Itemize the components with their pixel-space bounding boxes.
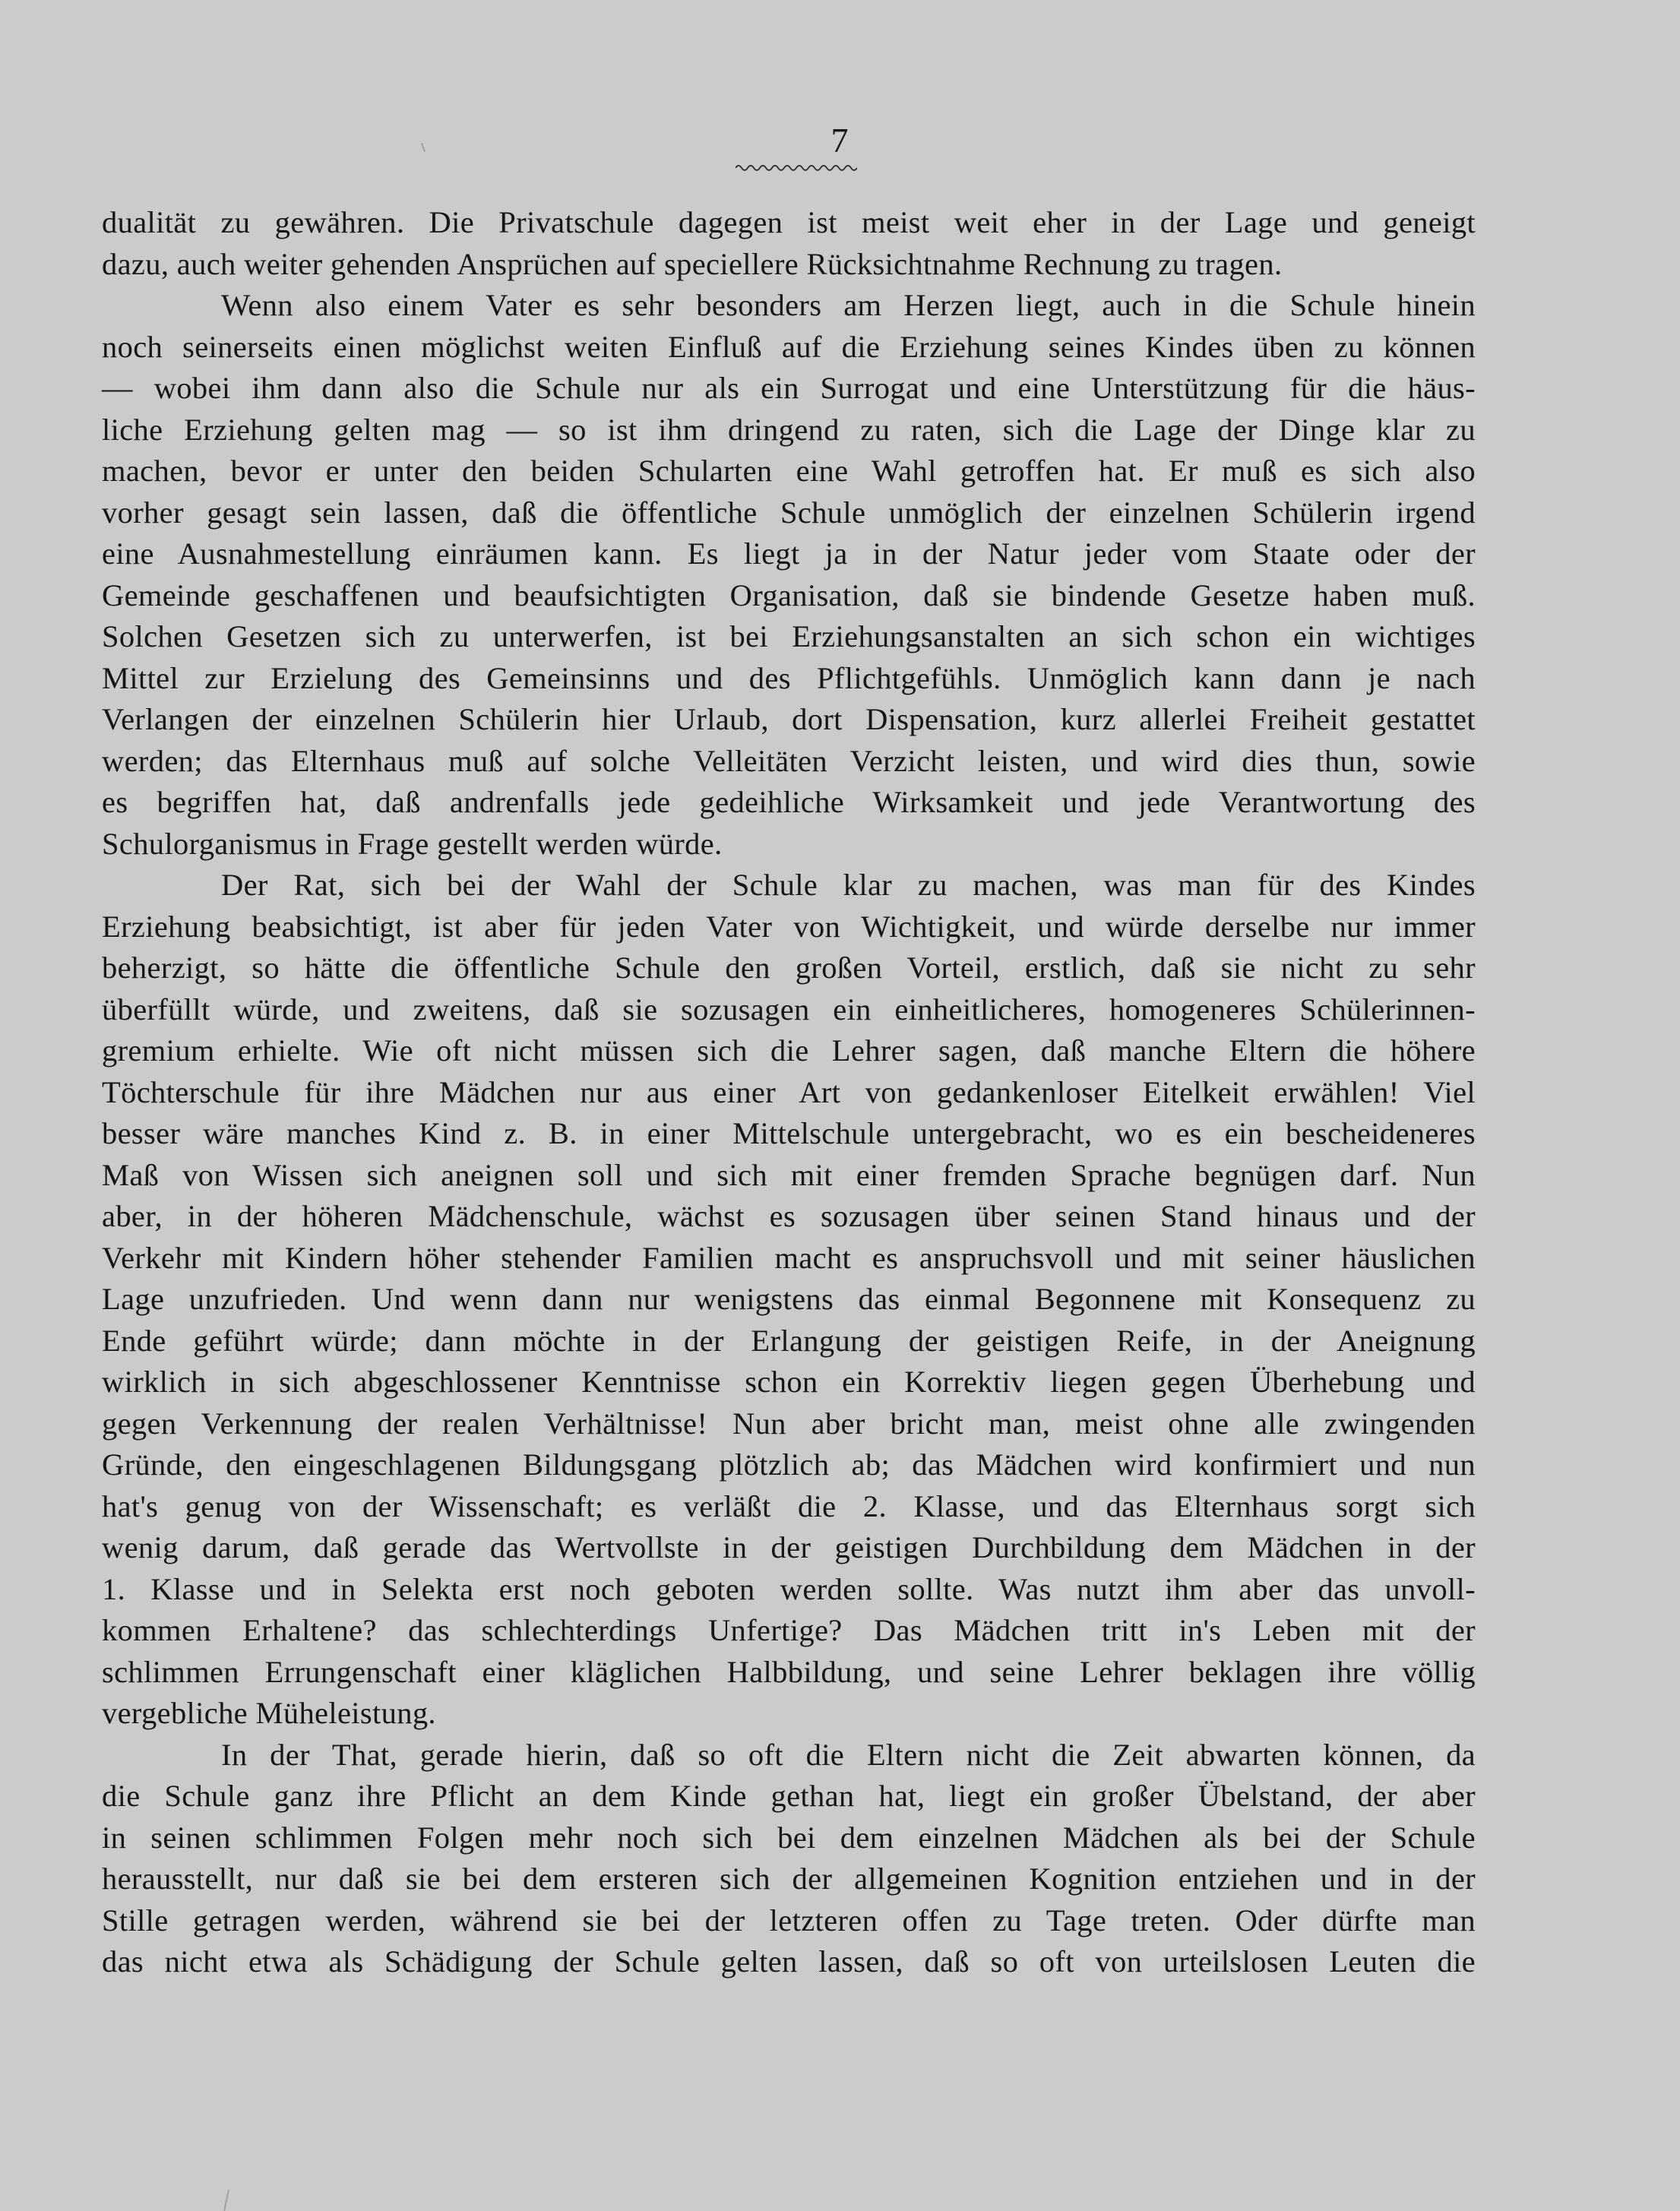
text-line: In der That, gerade hierin, daß so oft die Eltern nicht die Zeit abwarten können, da [221,1737,1476,1772]
text-line: Verlangen der einzelnen Schülerin hier Urlaub, dort Dispensation, kurz allerlei Freiheit gestattet [102,702,1476,736]
text-line: aber, in der höheren Mädchenschule, wächst es sozusagen über seinen Stand hinaus und der [102,1199,1476,1233]
text-line: wenig darum, daß gerade das Wertvollste in der geistigen Durchbildung dem Mädchen in der [102,1530,1476,1564]
text-line: schlimmen Errungenschaft einer kläglichen Halbbildung, und seine Lehrer beklagen ihre völlig [102,1654,1476,1689]
text-line: Gründe, den eingeschlagenen Bildungsgang plötzlich ab; das Mädchen wird konfirmiert und nun [102,1447,1476,1482]
text-line: Gemeinde geschaffenen und beaufsichtigten Organisation, daß sie bindende Gesetze haben muß. [102,577,1476,612]
text-line: besser wäre manches Kind z. B. in einer Mittelschule untergebracht, wo es ein bescheideneres [102,1116,1476,1150]
text-line: hat's genug von der Wissenschaft; es verläßt die 2. Klasse, und das Elternhaus sorgt sich [102,1488,1476,1523]
text-line: Der Rat, sich bei der Wahl der Schule klar zu machen, was man für des Kindes [221,868,1476,902]
scan-mark [223,2190,229,2211]
text-line: die Schule ganz ihre Pflicht an dem Kinde gethan hat, liegt ein großer Übelstand, der aber [102,1779,1476,1813]
text-line: Stille getragen werden, während sie bei der letzteren offen zu Tage treten. Oder dürfte man [102,1903,1476,1937]
text-line: — wobei ihm dann also die Schule nur als ein Surrogat und eine Unterstützung für die häus- [102,371,1476,405]
paragraph [102,1735,1476,1983]
text-line: Wenn also einem Vater es sehr besonders am Herzen liegt, auch in die Schule hinein [221,288,1476,322]
text-line: machen, bevor er unter den beiden Schularten eine Wahl getroffen hat. Er muß es sich also [102,454,1476,488]
text-line: dazu, auch weiter gehenden Ansprüchen auf speciellere Rücksichtnahme Rechnung zu tragen. [102,246,1283,281]
text-line: herausstellt, nur daß sie bei dem ersteren sich der allgemeinen Kognition entziehen und in der [102,1861,1476,1896]
text-line: wirklich in sich abgeschlossener Kenntnisse schon ein Korrektiv liegen gegen Überhebung und [102,1365,1476,1399]
text-line: vorher gesagt sein lassen, daß die öffentliche Schule unmöglich der einzelnen Schülerin irgend [102,495,1476,530]
text-line: 1. Klasse und in Selekta erst noch geboten werden sollte. Was nutzt ihm aber das unvoll- [102,1571,1476,1606]
text-line: werden; das Elternhaus muß auf solche Velleitäten Verzicht leisten, und wird dies thun, sowie [102,743,1476,778]
page-number-ornament [736,163,857,173]
paragraph [102,865,1476,1735]
text-line: gremium erhielte. Wie oft nicht müssen sich die Lehrer sagen, daß manche Eltern die höhere [102,1033,1476,1068]
page-number: 7 [831,121,849,160]
text-line: liche Erziehung gelten mag — so ist ihm dringend zu raten, sich die Lage der Dinge klar zu [102,412,1476,447]
paragraph [102,202,1476,285]
text-line: überfüllt würde, und zweitens, daß sie sozusagen ein einheitlicheres, homogeneres Schülerinnen- [102,992,1476,1026]
text-line: eine Ausnahmestellung einräumen kann. Es liegt ja in der Natur jeder vom Staate oder der [102,536,1476,571]
text-line: Ende geführt würde; dann möchte in der Erlangung der geistigen Reife, in der Aneignung [102,1323,1476,1358]
paragraph [102,285,1476,865]
text-line: Solchen Gesetzen sich zu unterwerfen, ist bei Erziehungsanstalten an sich schon ein wichtiges [102,619,1476,653]
text-line: das nicht etwa als Schädigung der Schule gelten lassen, daß so oft von urteilslosen Leuten die [102,1944,1476,1979]
text-line: gegen Verkennung der realen Verhältnisse! Nun aber bricht man, meist ohne alle zwingenden [102,1406,1476,1441]
text-line: noch seinerseits einen möglichst weiten Einfluß auf die Erziehung seines Kindes üben zu können [102,329,1476,364]
text-line: dualität zu gewähren. Die Privatschule dagegen ist meist weit eher in der Lage und geneigt [102,205,1476,239]
text-line: Erziehung beabsichtigt, ist aber für jeden Vater von Wichtigkeit, und würde derselbe nur immer [102,909,1476,944]
text-line: Verkehr mit Kindern höher stehender Familien macht es anspruchsvoll und mit seiner häuslichen [102,1240,1476,1275]
text-line: in seinen schlimmen Folgen mehr noch sich bei dem einzelnen Mädchen als bei der Schule [102,1820,1476,1855]
text-line: es begriffen hat, daß andrenfalls jede gedeihliche Wirksamkeit und jede Verantwortung des [102,785,1476,819]
body-text [102,202,1476,1983]
text-line: Töchterschule für ihre Mädchen nur aus einer Art von gedankenloser Eitelkeit erwählen! Viel [102,1074,1476,1109]
text-line: Maß von Wissen sich aneignen soll und sich mit einer fremden Sprache begnügen darf. Nun [102,1157,1476,1192]
text-line: Schulorganismus in Frage gestellt werden würde. [102,826,723,861]
text-line: Lage unzufrieden. Und wenn dann nur wenigstens das einmal Begonnene mit Konsequenz zu [102,1282,1476,1316]
text-line: kommen Erhaltene? das schlechterdings Unfertige? Das Mädchen tritt in's Leben mit der [102,1613,1476,1647]
text-line: Mittel zur Erzielung des Gemeinsinns und des Pflichtgefühls. Unmöglich kann dann je nach [102,660,1476,695]
text-line: vergebliche Müheleistung. [102,1696,436,1730]
text-line: beherzigt, so hätte die öffentliche Schule den großen Vorteil, erstlich, daß sie nicht zu sehr [102,951,1476,985]
